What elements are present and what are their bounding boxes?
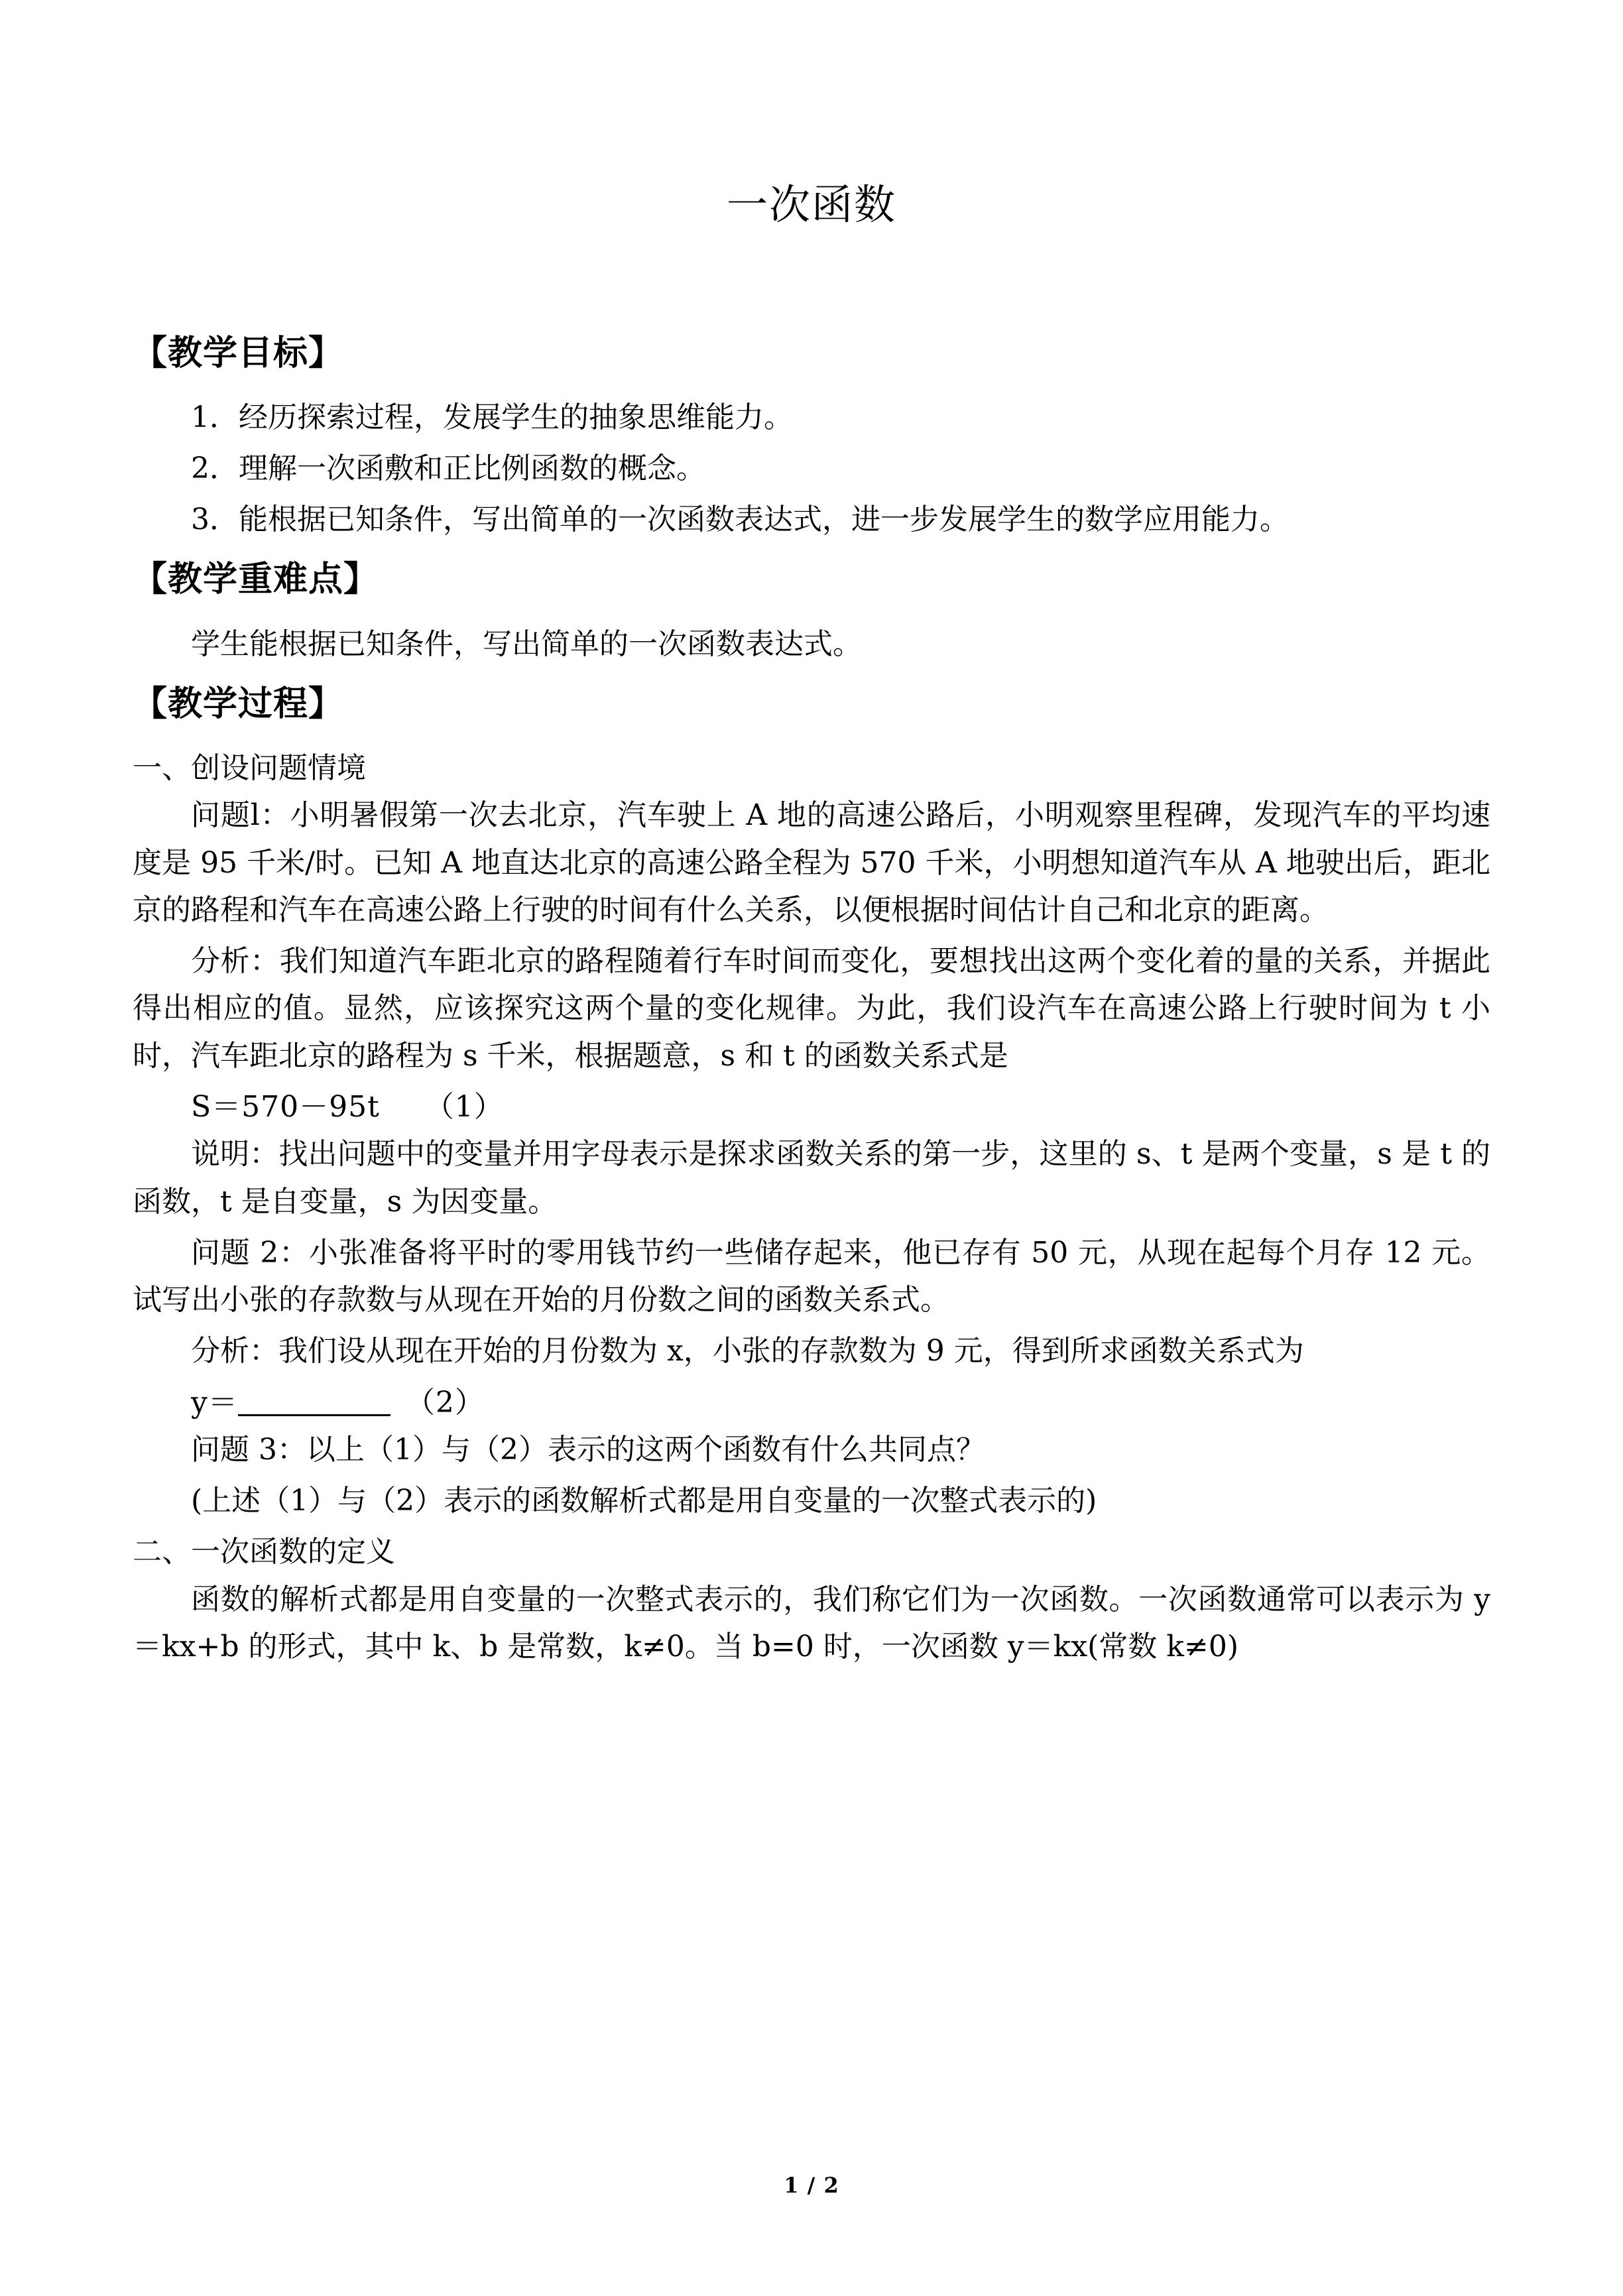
objective-item-3: 3．能根据已知条件，写出简单的一次函数表达式，进一步发展学生的数学应用能力。 bbox=[191, 503, 1289, 537]
section-heading-key-points: 【教学重难点】 bbox=[133, 559, 379, 600]
analysis-2-text: 分析：我们设从现在开始的月份数为 x，小张的存款数为 9 元，得到所求函数关系式为 bbox=[191, 1334, 1304, 1368]
formula-2 bbox=[133, 1379, 1490, 1426]
formula-2-prefix: y＝ bbox=[191, 1385, 238, 1420]
problem-2-text: 问题 2：小张准备将平时的零用钱节约一些储存起来，他已存有 50 元，从现在起每个月存 12 元。试写出小张的存款数与从现在开始的月份数之间的函数关系式。 bbox=[133, 1235, 1490, 1317]
formula-2-suffix: （2） bbox=[390, 1385, 485, 1420]
analysis-1-text: 分析：我们知道汽车距北京的路程随着行车时间而变化，要想找出这两个变化着的量的关系，并据此得出相应的值。显然，应该探究这两个量的变化规律。为此，我们设汽车在高速公路上行驶时间为 t 小时，汽车距北京的路程为 s 千米，根据题意，s 和 t 的函数关系式是 bbox=[133, 944, 1490, 1073]
key-points-body: 学生能根据已知条件，写出简单的一次函数表达式。 bbox=[191, 627, 862, 661]
spacer bbox=[133, 547, 1490, 556]
section-heading-objectives: 【教学目标】 bbox=[133, 332, 344, 373]
problem-3-text: 问题 3：以上（1）与（2）表示的这两个函数有什么共同点？ bbox=[191, 1432, 985, 1467]
part-two-title: 二、一次函数的定义 bbox=[133, 1535, 395, 1569]
explanation-1-text: 说明：找出问题中的变量并用字母表示是探求函数关系的第一步，这里的 s、t 是两个变量，s 是 t 的函数，t 是自变量，s 为因变量。 bbox=[133, 1137, 1490, 1219]
problem-1-text: 问题l：小明暑假第一次去北京，汽车驶上 A 地的高速公路后，小明观察里程碑，发现汽车的平均速度是 95 千米/时。已知 A 地直达北京的高速公路全程为 570 千米，小明想知道汽车从 A 地驶出后，距北京的路程和汽车在高速公路上行驶的时间有什么关系，以便根据时间估计自己和北京的距离。 bbox=[133, 798, 1490, 927]
spacer bbox=[133, 672, 1490, 681]
part-one-title: 一、创设问题情境 bbox=[133, 751, 366, 786]
formula-1: S＝570－95t （1） bbox=[191, 1089, 504, 1124]
section-heading-process: 【教学过程】 bbox=[133, 683, 344, 724]
objective-item-2: 2．理解一次函敷和正比例函数的概念。 bbox=[191, 451, 705, 485]
objective-item-1: 1．经历探索过程，发展学生的抽象思维能力。 bbox=[191, 400, 793, 434]
answer-blank[interactable] bbox=[238, 1414, 391, 1416]
definition-text: 函数的解析式都是用自变量的一次整式表示的，我们称它们为一次函数。一次函数通常可以表示为 y＝kx+b 的形式，其中 k、b 是常数，k≠0。当 b=0 时，一次函数 y＝kx(常数 k≠0) bbox=[133, 1582, 1490, 1663]
answer-3-text: (上述（1）与（2）表示的函数解析式都是用自变量的一次整式表示的) bbox=[191, 1484, 1097, 1518]
page-number: 1 / 2 bbox=[784, 2173, 839, 2198]
page-title: 一次函数 bbox=[726, 180, 896, 229]
